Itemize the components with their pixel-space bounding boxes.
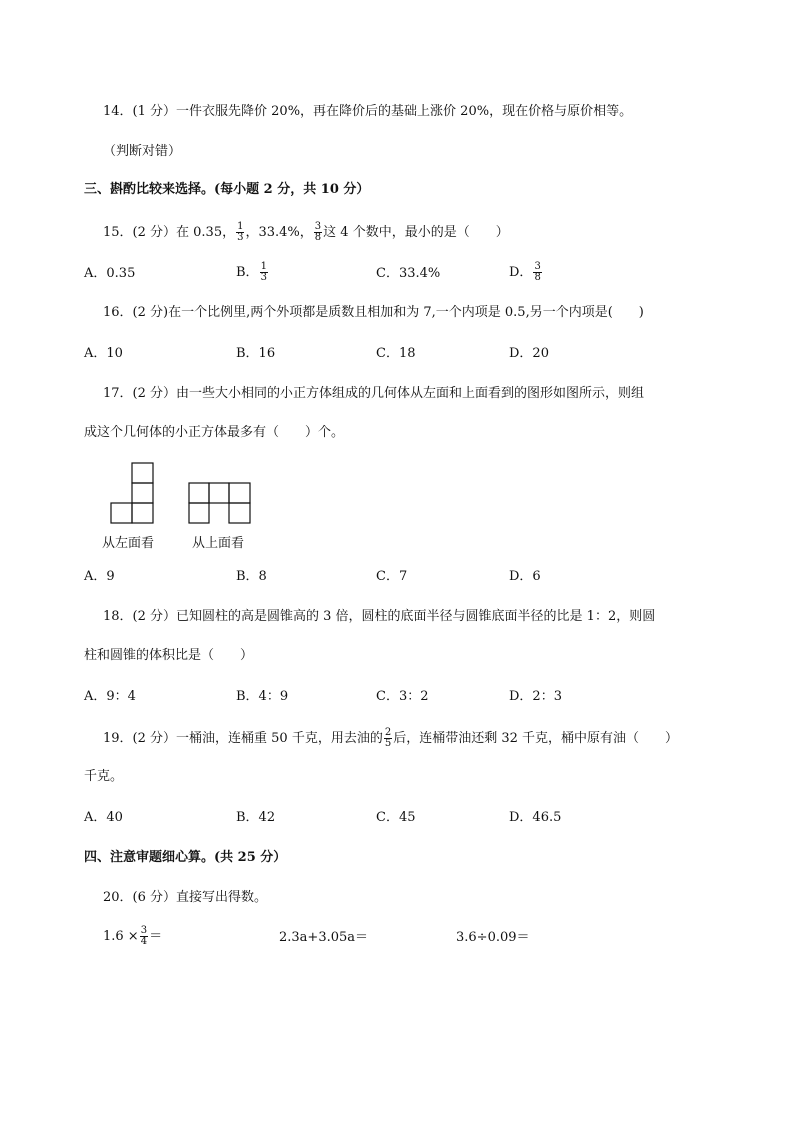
q15-text-post: 这 4 个数中，最小的是（ ）: [323, 225, 509, 240]
q15-fraction-1: [236, 222, 244, 243]
q15-option-d-fraction: [533, 262, 541, 283]
q15-ob-den: 3: [260, 272, 267, 283]
left-view-cell: [132, 483, 153, 503]
q20-expression-3: 3.6÷0.09＝: [456, 930, 530, 945]
top-view-caption: 从上面看: [192, 536, 245, 551]
q15-fraction-2: [314, 222, 322, 243]
question-17-line1: 17．(2 分）由一些大小相同的小正方体组成的几何体从左面和上面看到的图形如图所示，则组: [103, 386, 645, 401]
question-19-line1: [103, 728, 678, 749]
q20-e1-num: 3: [140, 925, 148, 936]
question-14-line2: （判断对错）: [103, 144, 182, 159]
question-18-line2: 柱和圆锥的体积比是（ ）: [84, 648, 254, 663]
q15-od-num: 3: [534, 261, 541, 272]
q20-e1-post: ＝: [149, 929, 163, 944]
q15-ob-num: 1: [260, 261, 267, 272]
q15-f2-den: 8: [314, 232, 322, 243]
q19-f-den: 5: [384, 738, 392, 749]
question-16-stem: 16．(2 分)在一个比例里,两个外项都是质数且相加和为 7,一个内项是 0.5,另一个内项是( ): [103, 305, 644, 320]
q18-option-c: C．3：2: [376, 689, 429, 704]
q15-option-b-fraction: [260, 262, 268, 283]
q17-option-d: D．6: [509, 569, 541, 584]
left-view-cell: [132, 463, 153, 483]
top-view-cell: [189, 503, 209, 523]
q18-option-b: B．4：9: [236, 689, 289, 704]
q16-option-a: A．10: [84, 346, 123, 361]
q16-option-d: D．20: [509, 346, 549, 361]
q15-od-den: 8: [534, 272, 541, 283]
left-view-figure: [108, 460, 158, 526]
q15-f2-num: 3: [314, 221, 322, 232]
q15-f1-den: 3: [237, 232, 244, 243]
q18-option-a: A．9：4: [84, 689, 136, 704]
q19-text-post: 后，连桶带油还剩 32 千克，桶中原有油（ ）: [393, 731, 679, 746]
q15-text-mid: ，33.4%，: [245, 225, 313, 240]
top-view-cell: [209, 483, 229, 503]
question-14-line1: 14．(1 分）一件衣服先降价 20%，再在降价后的基础上涨价 20%，现在价格与原价相等。: [103, 104, 633, 119]
q20-e1-den: 4: [140, 936, 148, 947]
top-view-cell: [229, 483, 250, 503]
q20-e1-fraction: [140, 926, 148, 947]
q19-option-a: A．40: [84, 810, 123, 825]
q15-option-a: A．0.35: [84, 266, 136, 281]
top-view-figure: [186, 480, 254, 526]
q20-expression-2: 2.3a+3.05a＝: [279, 930, 369, 945]
q15-text-pre: 15．(2 分）在 0.35，: [103, 225, 236, 240]
q19-text-pre: 19．(2 分）一桶油，连桶重 50 千克，用去油的: [103, 731, 383, 746]
question-15-stem: [103, 222, 509, 243]
question-19-line2: 千克。: [84, 769, 124, 784]
q16-option-b: B．16: [236, 346, 276, 361]
q20-expression-1: [103, 926, 162, 947]
q20-e1-pre: 1.6 ×: [103, 929, 139, 944]
left-view-cell: [132, 503, 153, 523]
top-view-cell: [229, 503, 250, 523]
q15-option-b: [236, 262, 269, 283]
q19-option-b: B．42: [236, 810, 276, 825]
q15-option-b-label: B．: [236, 265, 259, 280]
left-view-cell: [111, 503, 132, 523]
q15-f1-num: 1: [237, 221, 244, 232]
q19-fraction: [384, 728, 392, 749]
left-view-caption: 从左面看: [102, 536, 155, 551]
top-view-cell: [189, 483, 209, 503]
q18-option-d: D．2：3: [509, 689, 562, 704]
question-17-line2: 成这个几何体的小正方体最多有（ ）个。: [84, 425, 345, 440]
q15-option-c: C．33.4%: [376, 266, 441, 281]
question-20-title: 20．(6 分）直接写出得数。: [103, 890, 268, 905]
q17-option-a: A．9: [84, 569, 115, 584]
q19-f-num: 2: [384, 727, 392, 738]
q15-option-d: [509, 262, 543, 283]
q17-option-c: C．7: [376, 569, 408, 584]
q19-option-d: D．46.5: [509, 810, 562, 825]
q19-option-c: C．45: [376, 810, 416, 825]
q16-option-c: C．18: [376, 346, 416, 361]
question-18-line1: 18．(2 分）已知圆柱的高是圆锥高的 3 倍，圆柱的底面半径与圆锥底面半径的比是 1：2，则圆: [103, 609, 656, 624]
section-3-heading: 三、斟酌比较来选择。(每小题 2 分，共 10 分）: [84, 182, 370, 197]
section-4-heading: 四、注意审题细心算。(共 25 分）: [84, 850, 287, 865]
q17-option-b: B．8: [236, 569, 267, 584]
q15-option-d-label: D．: [509, 265, 533, 280]
